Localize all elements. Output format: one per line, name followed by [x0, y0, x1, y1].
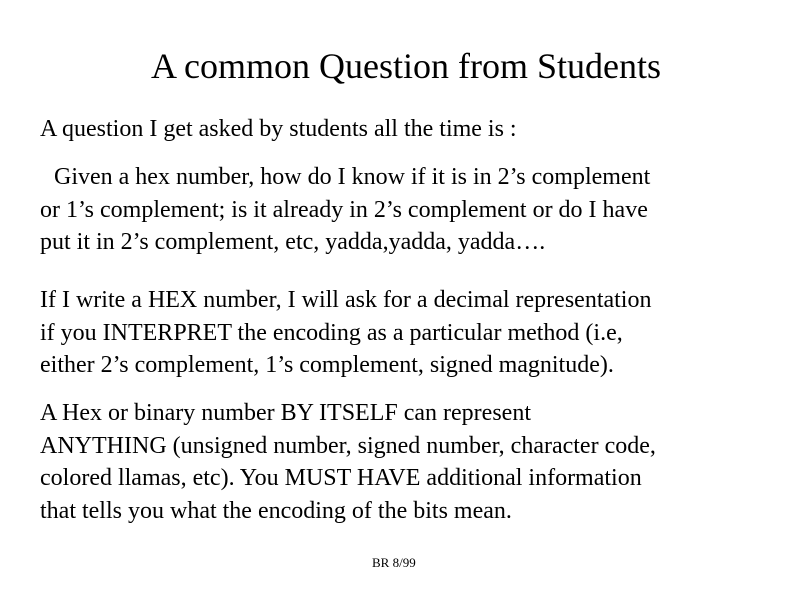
paragraph-intro [40, 113, 780, 146]
paragraph-line: either 2’s complement, 1’s complement, signed magnitude). [40, 352, 614, 378]
paragraph-line: ANYTHING (unsigned number, signed number, character code, [40, 432, 656, 459]
paragraph-line: that tells you what the encoding of the bits mean. [40, 497, 512, 524]
paragraph-interpretation [40, 284, 780, 382]
paragraph-student-question [40, 161, 780, 259]
paragraph-encoding [40, 397, 780, 527]
paragraph-line: If I write a HEX number, I will ask for a decimal representation [40, 287, 652, 313]
paragraph-line: Given a hex number, how do I know if it is in 2’s complement [54, 164, 651, 190]
slide-title: A common Question from Students [151, 46, 661, 86]
paragraph-line: or 1’s complement; is it already in 2’s complement or do I have [40, 196, 648, 223]
paragraph-line: colored llamas, etc). You MUST HAVE additional information [40, 465, 642, 491]
paragraph-line: A question I get asked by students all the time is : [40, 116, 517, 142]
paragraph-line: put it in 2’s complement, etc, yadda,yadda, yadda…. [40, 229, 546, 255]
paragraph-line: A Hex or binary number BY ITSELF can represent [40, 400, 531, 426]
slide-footer: BR 8/99 [372, 555, 416, 570]
paragraph-line: if you INTERPRET the encoding as a particular method (i.e, [40, 319, 623, 346]
